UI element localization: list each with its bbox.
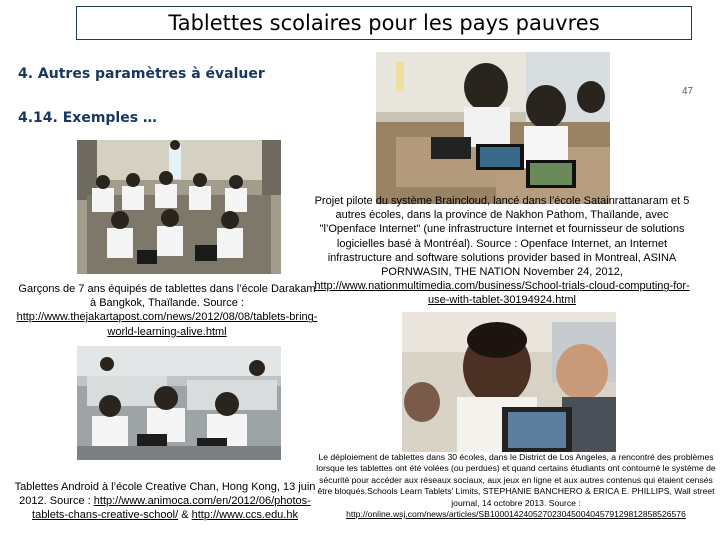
caption-los-angeles-text: Le déploiement de tablettes dans 30 écoles, dans le District de Los Angeles, a rencontré des problèmes lorsque les tablettes ont été volées (ou perdues) et quand certains étudiants ont contourné le système de sécurité pour accéder aux réseaux sociaux, aux jeux en ligne et aux autres contenus qui étaient censés être bloqués.Schools Learn Tablets' Limits, STEPHANIE BANCHERO & ERICA E. PHILLIPS, Wall street journal, 14 octobre 2013. Source : [316,452,716,508]
caption-hong-kong-text: Tablettes Android à l’école Creative Chan, Hong Kong, 13 juin 2012. Source : [14,481,316,508]
slide-title-text: Tablettes scolaires pour les pays pauvres [168,11,600,35]
link-animoca[interactable]: http://www.animoca.com/en/2012/06/photos-tablets-chans-creative-school/ [32,495,311,522]
link-ccs[interactable]: http://www.ccs.edu.hk [191,509,298,522]
photo-los-angeles-student [402,312,616,452]
page-number: 47 [682,86,694,97]
photo-thai-students [376,52,610,204]
photo-hong-kong-students [77,346,281,460]
caption-thailand-text: Projet pilote du système Braincloud, lancé dans l’école Satainrattanaram et 5 autres écoles, dans la province de Nakhon Pathom, Thaïlande, avec "l’Openface Internet" (une infrastructure Internet et fournisseur de solutions logicielles basé à Montréal). Source : Openface Internet, an Internet infrastructure and software solutions provider based in Montreal, ASINA PORNWASIN, THE NATION November 24, 2012, [314,195,690,279]
caption-hong-kong [14,480,316,523]
caption-darakam [14,282,320,339]
link-nation-multimedia[interactable]: http://www.nationmultimedia.com/business/School-trials-cloud-computing-for-use-with-tablet-30194924.html [314,280,690,307]
slide-title [76,6,692,40]
section-heading: 4. Autres paramètres à évaluer [18,66,265,82]
subsection-heading: 4.14. Exemples … [18,110,157,126]
link-jakarta-post[interactable]: http://www.thejakartapost.com/news/2012/08/08/tablets-bring-world-learning-alive.html [16,311,318,338]
caption-los-angeles [316,452,716,520]
link-wsj[interactable]: http://online.wsj.com/news/articles/SB10001424052702304500404579129812858526576 [346,509,686,520]
caption-thailand-project [306,194,698,308]
photo-darakam-classroom [77,140,281,274]
caption-hong-kong-separator: & [178,509,192,522]
caption-darakam-text: Garçons de 7 ans équipés de tablettes dans l’école Darakam à Bangkok, Thaïlande. Source : [18,283,316,310]
